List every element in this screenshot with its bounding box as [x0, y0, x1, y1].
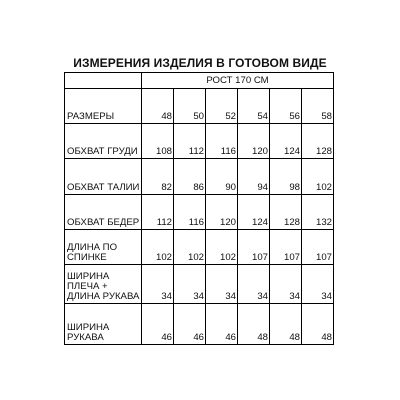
table-cell: 116: [174, 194, 206, 230]
table-cell: 102: [174, 230, 206, 265]
table-cell: 90: [206, 159, 238, 195]
table-row: [65, 304, 334, 345]
row-label: ШИРИНА ПЛЕЧА + ДЛИНА РУКАВА: [65, 264, 142, 304]
table-cell: 34: [206, 264, 238, 304]
table-cell: 48: [302, 304, 334, 345]
table-cell: 58: [302, 89, 334, 124]
table-cell: 124: [238, 194, 270, 230]
table-row: [65, 264, 334, 304]
table-cell: 34: [238, 264, 270, 304]
row-label: ОБХВАТ БЕДЕР: [65, 194, 142, 230]
table-cell: 46: [142, 304, 174, 345]
empty-header-cell: [65, 73, 142, 89]
table-cell: 102: [206, 230, 238, 265]
row-label: ОБХВАТ ТАЛИИ: [65, 159, 142, 195]
size-table: [64, 72, 334, 345]
page-title: ИЗМЕРЕНИЯ ИЗДЕЛИЯ В ГОТОВОМ ВИДЕ: [73, 56, 327, 70]
table-cell: 34: [174, 264, 206, 304]
table-header-row: [65, 73, 334, 89]
table-cell: 102: [302, 159, 334, 195]
table-cell: 34: [302, 264, 334, 304]
table-cell: 128: [270, 194, 302, 230]
table-cell: 48: [238, 304, 270, 345]
table-cell: 48: [142, 89, 174, 124]
table-cell: 112: [142, 194, 174, 230]
table-cell: 132: [302, 194, 334, 230]
table-cell: 120: [206, 194, 238, 230]
table-cell: 116: [206, 123, 238, 159]
table-cell: 34: [270, 264, 302, 304]
table-row: [65, 123, 334, 159]
height-header: РОСТ 170 СМ: [142, 73, 334, 89]
table-cell: 112: [174, 123, 206, 159]
table-cell: 48: [270, 304, 302, 345]
row-label: ДЛИНА ПО СПИНКЕ: [65, 230, 142, 265]
table-cell: 128: [302, 123, 334, 159]
table-cell: 107: [238, 230, 270, 265]
row-label: РАЗМЕРЫ: [65, 89, 142, 124]
table-cell: 50: [174, 89, 206, 124]
table-cell: 98: [270, 159, 302, 195]
table-cell: 34: [142, 264, 174, 304]
table-row: [65, 230, 334, 265]
table-cell: 82: [142, 159, 174, 195]
table-cell: 107: [270, 230, 302, 265]
table-cell: 52: [206, 89, 238, 124]
table-cell: 124: [270, 123, 302, 159]
table-cell: 46: [206, 304, 238, 345]
row-label: ШИРИНА РУКАВА: [65, 304, 142, 345]
table-cell: 54: [238, 89, 270, 124]
table-cell: 94: [238, 159, 270, 195]
table-cell: 86: [174, 159, 206, 195]
table-cell: 102: [142, 230, 174, 265]
table-cell: 46: [174, 304, 206, 345]
table-cell: 107: [302, 230, 334, 265]
row-label: ОБХВАТ ГРУДИ: [65, 123, 142, 159]
table-cell: 108: [142, 123, 174, 159]
table-row: [65, 194, 334, 230]
table-cell: 56: [270, 89, 302, 124]
table-cell: 120: [238, 123, 270, 159]
table-row: [65, 159, 334, 195]
table-row: [65, 89, 334, 124]
